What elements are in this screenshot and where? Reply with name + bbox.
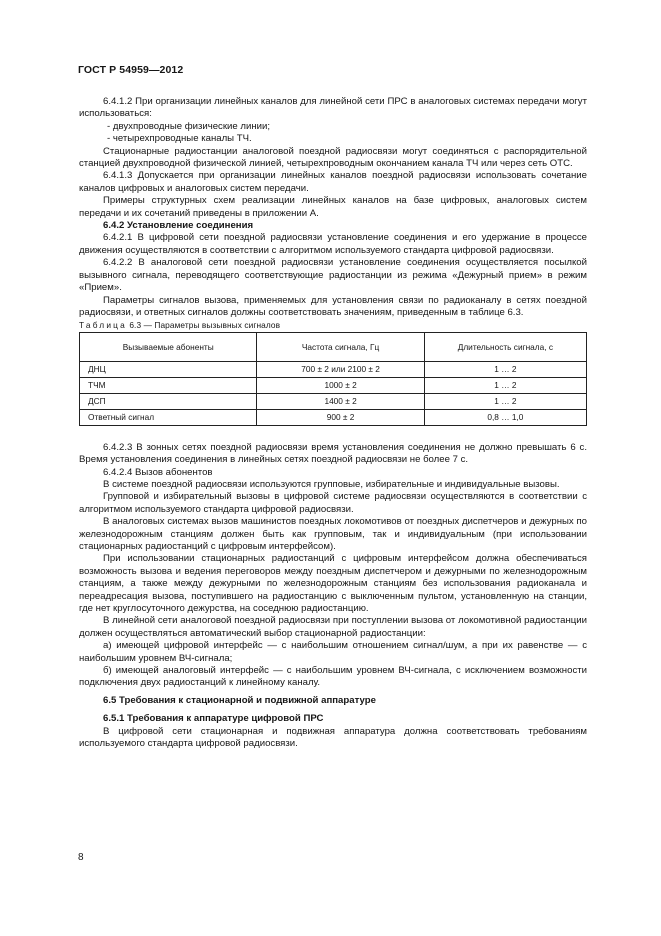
paragraph: Примеры структурных схем реализации линейных каналов на базе цифровых, аналоговых систем передачи и их сочетаний приведены в приложении А. bbox=[79, 195, 587, 219]
paragraph: б) имеющей аналоговый интерфейс — с наибольшим уровнем ВЧ-сигнала, с исключением возможности подключения двух радиостанций к линейному каналу. bbox=[79, 665, 587, 689]
column-header: Частота сигнала, Гц bbox=[257, 332, 424, 361]
table-cell: ДСП bbox=[80, 393, 257, 409]
table-cell: ТЧМ bbox=[80, 377, 257, 393]
paragraph: 6.4.1.2 При организации линейных каналов для линейной сети ПРС в аналоговых системах передачи могут использоваться: bbox=[79, 96, 587, 120]
document-body bbox=[79, 96, 587, 750]
table-cell: 1 … 2 bbox=[424, 393, 586, 409]
paragraph: Групповой и избирательный вызовы в цифровой системе радиосвязи осуществляются в соответствии с алгоритмом используемого стандарта цифровой радиосвязи. bbox=[79, 491, 587, 515]
table-cell: ДНЦ bbox=[80, 361, 257, 377]
section-heading-6-5: 6.5 Требования к стационарной и подвижной аппаратуре bbox=[103, 694, 376, 706]
table-cell: 700 ± 2 или 2100 ± 2 bbox=[257, 361, 424, 377]
paragraph: 6.4.2.1 В цифровой сети поездной радиосвязи установление соединения и его удержание в процессе движения осуществляются в соответствии с алгоритмом используемого стандарта цифровой радиосвязи. bbox=[79, 232, 587, 256]
column-header: Вызываемые абоненты bbox=[80, 332, 257, 361]
section-heading-6-5-1: 6.5.1 Требования к аппаратуре цифровой ПРС bbox=[103, 713, 324, 725]
table-cell: Ответный сигнал bbox=[80, 409, 257, 425]
call-signals-table bbox=[79, 332, 587, 426]
paragraph: При использовании стационарных радиостанций с цифровым интерфейсом должна обеспечиваться возможность вызова и ведения переговоров между поездным диспетчером и дежурными по железнодорожным станциям, а также между дежурными по железнодорожным станциям без использования радиоканала и переадресация вызова, поступившего на радиостанцию с выключенным пультом, установленную на станции, где нет круглосуточного дежурства, на соседнюю радиостанцию. bbox=[79, 553, 587, 614]
table-cell: 1 … 2 bbox=[424, 377, 586, 393]
table-row bbox=[80, 377, 587, 393]
paragraph: 6.4.2.3 В зонных сетях поездной радиосвязи время установления соединения не должно превышать 6 с. Время установления соединения в линейных сетях поездной радиосвязи не более 7 с. bbox=[79, 441, 587, 466]
table-header-row bbox=[80, 332, 587, 361]
table-cell: 0,8 … 1,0 bbox=[424, 409, 586, 425]
paragraph: 6.4.2.4 Вызов абонентов bbox=[103, 466, 213, 478]
table-row bbox=[80, 409, 587, 425]
page-number: 8 bbox=[78, 852, 84, 863]
table-cell: 1 … 2 bbox=[424, 361, 586, 377]
table-row bbox=[80, 393, 587, 409]
list-item: - двухпроводные физические линии; bbox=[107, 120, 271, 132]
list-item: - четырехпроводные каналы ТЧ. bbox=[107, 133, 252, 145]
paragraph: В линейной сети аналоговой поездной радиосвязи при поступлении вызова от локомотивной радиостанции должен осуществляться автоматический выбор стационарной радиостанции: bbox=[79, 615, 587, 639]
standard-header: ГОСТ Р 54959—2012 bbox=[78, 64, 184, 76]
table-cell: 1400 ± 2 bbox=[257, 393, 424, 409]
paragraph: 6.4.2.2 В аналоговой сети поездной радиосвязи установление соединения осуществляется посылкой вызывного сигнала, переводящего соответствующие радиостанции из режима «Дежурный прием» в режим «Прием». bbox=[79, 257, 587, 294]
section-heading-6-4-2: 6.4.2 Установление соединения bbox=[103, 220, 254, 232]
table-caption bbox=[79, 319, 587, 331]
table-caption-word: Таблица bbox=[79, 320, 127, 331]
paragraph: В системе поездной радиосвязи используются групповые, избирательные и индивидуальные вызовы. bbox=[103, 478, 560, 490]
table-row bbox=[80, 361, 587, 377]
table-caption-text: 6.3 — Параметры вызывных сигналов bbox=[129, 320, 281, 331]
paragraph: В аналоговых системах вызов машинистов поездных локомотивов от поездных диспетчеров и дежурных по железнодорожным станциям должен быть как групповым, так и индивидуальным (при использовании стационарных радиостанций с цифровым интерфейсом). bbox=[79, 516, 587, 552]
paragraph: 6.4.1.3 Допускается при организации линейных каналов поездной радиосвязи использовать сочетание каналов цифровых и аналоговых систем передачи. bbox=[79, 170, 587, 194]
paragraph: Стационарные радиостанции аналоговой поездной радиосвязи могут соединяться с распорядительной станцией двухпроводной физической линией, четырехпроводным окончанием канала ТЧ или через сеть ОТС. bbox=[79, 145, 587, 170]
table-cell: 1000 ± 2 bbox=[257, 377, 424, 393]
table-cell: 900 ± 2 bbox=[257, 409, 424, 425]
paragraph: Параметры сигналов вызова, применяемых для установления связи по радиоканалу в сетях поездной радиосвязи, и ответных сигналов должны соответствовать значениям, приведенным в таблице 6.3. bbox=[79, 294, 587, 318]
paragraph: В цифровой сети стационарная и подвижная аппаратура должна соответствовать требованиям используемого стандарта цифровой радиосвязи. bbox=[79, 725, 587, 750]
column-header: Длительность сигнала, с bbox=[424, 332, 586, 361]
paragraph: а) имеющей цифровой интерфейс — с наибольшим отношением сигнал/шум, а при их равенстве — с наибольшим уровнем ВЧ-сигнала; bbox=[79, 640, 587, 664]
